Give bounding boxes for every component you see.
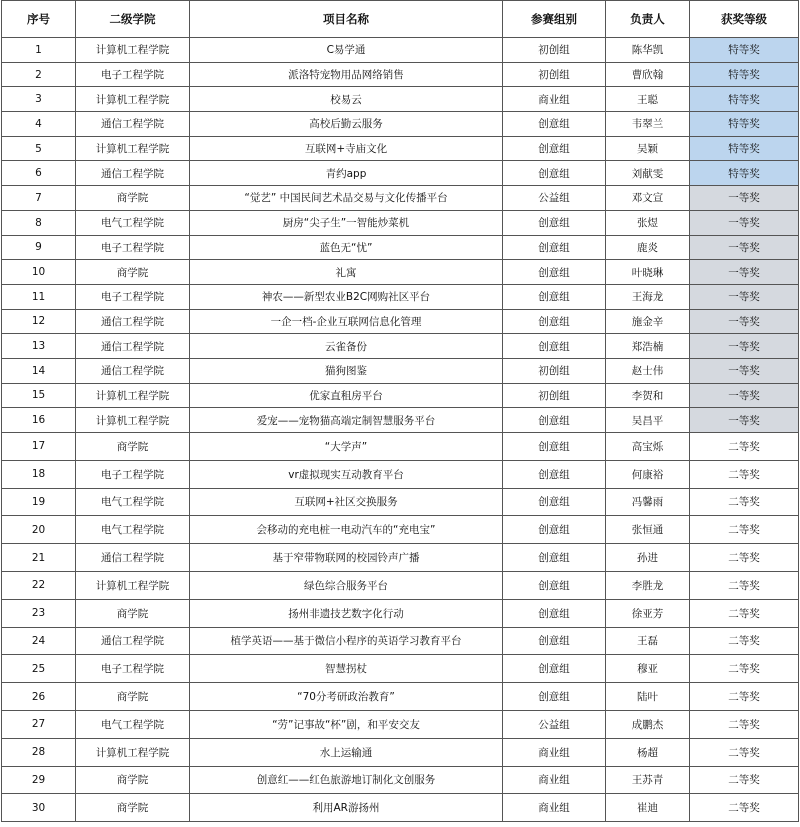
cell-leader: 鹿炎	[606, 235, 690, 260]
cell-college: 商学院	[76, 260, 190, 285]
header-cell-index: 序号	[2, 1, 76, 38]
table-row	[2, 544, 799, 572]
header-cell-project: 项目名称	[190, 1, 503, 38]
cell-leader: 叶晓琳	[606, 260, 690, 285]
cell-leader: 张煜	[606, 210, 690, 235]
cell-group: 初创组	[503, 358, 606, 383]
cell-college: 通信工程学院	[76, 627, 190, 655]
cell-index: 29	[2, 766, 76, 794]
cell-project: 校易云	[190, 87, 503, 112]
table-row	[2, 309, 799, 334]
cell-leader: 郑浩楠	[606, 334, 690, 359]
cell-leader: 邓文宣	[606, 186, 690, 211]
cell-college: 电气工程学院	[76, 210, 190, 235]
cell-project: “大学声”	[190, 433, 503, 461]
table-row	[2, 488, 799, 516]
cell-college: 计算机工程学院	[76, 136, 190, 161]
cell-index: 17	[2, 433, 76, 461]
cell-project: vr虚拟现实互动教育平台	[190, 460, 503, 488]
cell-index: 30	[2, 794, 76, 822]
table-row	[2, 408, 799, 433]
cell-project: 利用AR游扬州	[190, 794, 503, 822]
cell-index: 3	[2, 87, 76, 112]
cell-leader: 王聪	[606, 87, 690, 112]
cell-group: 创意组	[503, 309, 606, 334]
cell-group: 创意组	[503, 599, 606, 627]
cell-index: 12	[2, 309, 76, 334]
cell-index: 8	[2, 210, 76, 235]
cell-project: 扬州非遗技艺数字化行动	[190, 599, 503, 627]
cell-project: 派洛特宠物用品网络销售	[190, 62, 503, 87]
table-row	[2, 683, 799, 711]
cell-award: 一等奖	[690, 309, 799, 334]
cell-college: 电子工程学院	[76, 62, 190, 87]
cell-college: 通信工程学院	[76, 544, 190, 572]
cell-award: 二等奖	[690, 794, 799, 822]
cell-college: 通信工程学院	[76, 161, 190, 186]
cell-index: 16	[2, 408, 76, 433]
cell-project: 一企一档-企业互联网信息化管理	[190, 309, 503, 334]
header-cell-award: 获奖等级	[690, 1, 799, 38]
cell-group: 商业组	[503, 794, 606, 822]
table-row	[2, 161, 799, 186]
cell-group: 创意组	[503, 488, 606, 516]
cell-index: 28	[2, 738, 76, 766]
cell-group: 创意组	[503, 571, 606, 599]
cell-project: 会移动的充电桩一电动汽车的“充电宝”	[190, 516, 503, 544]
cell-leader: 穆亚	[606, 655, 690, 683]
cell-college: 计算机工程学院	[76, 571, 190, 599]
cell-leader: 高宝烁	[606, 433, 690, 461]
cell-project: C易学通	[190, 38, 503, 63]
cell-college: 商学院	[76, 766, 190, 794]
table-row	[2, 210, 799, 235]
cell-group: 创意组	[503, 260, 606, 285]
table-row	[2, 383, 799, 408]
cell-award: 一等奖	[690, 186, 799, 211]
cell-index: 10	[2, 260, 76, 285]
cell-college: 计算机工程学院	[76, 38, 190, 63]
cell-project: “劳”记事故“杯”剧，和平安交友	[190, 710, 503, 738]
header-cell-college: 二级学院	[76, 1, 190, 38]
cell-project: 创意红——红色旅游地订制化文创服务	[190, 766, 503, 794]
cell-project: “70分考研政治教育”	[190, 683, 503, 711]
cell-award: 一等奖	[690, 334, 799, 359]
cell-group: 创意组	[503, 544, 606, 572]
cell-project: 水上运输通	[190, 738, 503, 766]
cell-leader: 吴昌平	[606, 408, 690, 433]
cell-project: 绿色综合服务平台	[190, 571, 503, 599]
cell-project: 高校后勤云服务	[190, 112, 503, 137]
cell-award: 二等奖	[690, 433, 799, 461]
cell-project: 蓝色无“忧”	[190, 235, 503, 260]
cell-index: 6	[2, 161, 76, 186]
cell-group: 商业组	[503, 766, 606, 794]
cell-leader: 孙进	[606, 544, 690, 572]
cell-index: 4	[2, 112, 76, 137]
cell-group: 创意组	[503, 460, 606, 488]
cell-group: 商业组	[503, 87, 606, 112]
cell-award: 二等奖	[690, 544, 799, 572]
cell-leader: 赵士伟	[606, 358, 690, 383]
table-row	[2, 794, 799, 822]
table-row	[2, 38, 799, 63]
cell-project: 云雀备份	[190, 334, 503, 359]
cell-leader: 吴颖	[606, 136, 690, 161]
cell-leader: 王苏青	[606, 766, 690, 794]
cell-index: 27	[2, 710, 76, 738]
cell-index: 7	[2, 186, 76, 211]
cell-project: “觉艺” 中国民间艺术品交易与文化传播平台	[190, 186, 503, 211]
cell-award: 一等奖	[690, 210, 799, 235]
cell-college: 商学院	[76, 794, 190, 822]
cell-college: 通信工程学院	[76, 112, 190, 137]
table-row	[2, 136, 799, 161]
cell-leader: 成鹏杰	[606, 710, 690, 738]
cell-index: 5	[2, 136, 76, 161]
table-row	[2, 284, 799, 309]
cell-project: 互联网+社区交换服务	[190, 488, 503, 516]
cell-award: 特等奖	[690, 112, 799, 137]
cell-group: 创意组	[503, 235, 606, 260]
cell-award: 一等奖	[690, 408, 799, 433]
cell-award: 一等奖	[690, 260, 799, 285]
cell-group: 创意组	[503, 408, 606, 433]
cell-college: 电子工程学院	[76, 235, 190, 260]
cell-group: 创意组	[503, 516, 606, 544]
cell-college: 计算机工程学院	[76, 87, 190, 112]
cell-group: 创意组	[503, 433, 606, 461]
cell-group: 初创组	[503, 62, 606, 87]
cell-leader: 杨超	[606, 738, 690, 766]
cell-project: 礼寓	[190, 260, 503, 285]
cell-award: 特等奖	[690, 87, 799, 112]
cell-college: 电气工程学院	[76, 516, 190, 544]
cell-college: 电子工程学院	[76, 284, 190, 309]
cell-group: 创意组	[503, 627, 606, 655]
cell-group: 初创组	[503, 383, 606, 408]
cell-college: 商学院	[76, 599, 190, 627]
table-row	[2, 460, 799, 488]
cell-college: 计算机工程学院	[76, 408, 190, 433]
cell-college: 商学院	[76, 186, 190, 211]
cell-group: 创意组	[503, 136, 606, 161]
awards-table	[1, 0, 799, 822]
cell-college: 计算机工程学院	[76, 383, 190, 408]
cell-college: 计算机工程学院	[76, 738, 190, 766]
cell-leader: 曹欣翰	[606, 62, 690, 87]
cell-index: 2	[2, 62, 76, 87]
cell-index: 15	[2, 383, 76, 408]
cell-leader: 施金辛	[606, 309, 690, 334]
cell-college: 电气工程学院	[76, 488, 190, 516]
table-row	[2, 571, 799, 599]
cell-group: 公益组	[503, 186, 606, 211]
cell-award: 特等奖	[690, 38, 799, 63]
cell-index: 18	[2, 460, 76, 488]
cell-leader: 韦翠兰	[606, 112, 690, 137]
header-cell-leader: 负责人	[606, 1, 690, 38]
cell-award: 二等奖	[690, 599, 799, 627]
cell-leader: 王海龙	[606, 284, 690, 309]
table-row	[2, 334, 799, 359]
cell-index: 24	[2, 627, 76, 655]
cell-project: 互联网+寺庙文化	[190, 136, 503, 161]
cell-college: 电子工程学院	[76, 655, 190, 683]
cell-leader: 陈华凯	[606, 38, 690, 63]
cell-group: 创意组	[503, 284, 606, 309]
cell-index: 19	[2, 488, 76, 516]
cell-award: 二等奖	[690, 738, 799, 766]
table-row	[2, 112, 799, 137]
cell-group: 创意组	[503, 334, 606, 359]
cell-college: 商学院	[76, 683, 190, 711]
cell-index: 21	[2, 544, 76, 572]
cell-group: 创意组	[503, 655, 606, 683]
cell-leader: 崔迪	[606, 794, 690, 822]
table-row	[2, 87, 799, 112]
cell-group: 创意组	[503, 683, 606, 711]
cell-award: 二等奖	[690, 460, 799, 488]
cell-leader: 李贺和	[606, 383, 690, 408]
cell-award: 二等奖	[690, 627, 799, 655]
cell-project: 青约app	[190, 161, 503, 186]
cell-leader: 冯馨雨	[606, 488, 690, 516]
cell-index: 25	[2, 655, 76, 683]
cell-award: 特等奖	[690, 62, 799, 87]
cell-college: 电气工程学院	[76, 710, 190, 738]
cell-leader: 李胜龙	[606, 571, 690, 599]
cell-leader: 张恒通	[606, 516, 690, 544]
cell-leader: 何康裕	[606, 460, 690, 488]
cell-college: 通信工程学院	[76, 334, 190, 359]
cell-index: 1	[2, 38, 76, 63]
cell-leader: 王磊	[606, 627, 690, 655]
table-row	[2, 738, 799, 766]
cell-index: 22	[2, 571, 76, 599]
cell-index: 20	[2, 516, 76, 544]
cell-project: 植学英语——基于微信小程序的英语学习教育平台	[190, 627, 503, 655]
cell-award: 特等奖	[690, 136, 799, 161]
cell-project: 智慧拐杖	[190, 655, 503, 683]
table-row	[2, 627, 799, 655]
table-row	[2, 260, 799, 285]
header-cell-group: 参赛组别	[503, 1, 606, 38]
cell-award: 二等奖	[690, 488, 799, 516]
cell-award: 二等奖	[690, 655, 799, 683]
cell-index: 11	[2, 284, 76, 309]
cell-group: 初创组	[503, 38, 606, 63]
cell-award: 一等奖	[690, 383, 799, 408]
cell-project: 猫狗图鉴	[190, 358, 503, 383]
table-row	[2, 433, 799, 461]
table-row	[2, 766, 799, 794]
cell-award: 一等奖	[690, 235, 799, 260]
cell-leader: 陆叶	[606, 683, 690, 711]
table-row	[2, 516, 799, 544]
cell-college: 商学院	[76, 433, 190, 461]
cell-award: 二等奖	[690, 571, 799, 599]
cell-project: 基于窄带物联网的校园铃声广播	[190, 544, 503, 572]
cell-index: 14	[2, 358, 76, 383]
cell-group: 创意组	[503, 112, 606, 137]
table-row	[2, 599, 799, 627]
cell-award: 二等奖	[690, 516, 799, 544]
table-row	[2, 186, 799, 211]
cell-group: 创意组	[503, 161, 606, 186]
cell-award: 一等奖	[690, 358, 799, 383]
cell-project: 优家直租房平台	[190, 383, 503, 408]
cell-award: 二等奖	[690, 683, 799, 711]
cell-college: 电子工程学院	[76, 460, 190, 488]
cell-college: 通信工程学院	[76, 309, 190, 334]
cell-project: 厨房“尖子生”一智能炒菜机	[190, 210, 503, 235]
cell-group: 商业组	[503, 738, 606, 766]
table-row	[2, 358, 799, 383]
cell-project: 神农——新型农业B2C网购社区平台	[190, 284, 503, 309]
cell-project: 爱宠——宠物猫高端定制智慧服务平台	[190, 408, 503, 433]
cell-award: 一等奖	[690, 284, 799, 309]
cell-index: 13	[2, 334, 76, 359]
table-row	[2, 655, 799, 683]
table-row	[2, 62, 799, 87]
cell-group: 公益组	[503, 710, 606, 738]
cell-index: 23	[2, 599, 76, 627]
header-row	[2, 1, 799, 38]
cell-leader: 徐亚芳	[606, 599, 690, 627]
table-row	[2, 710, 799, 738]
cell-leader: 刘献雯	[606, 161, 690, 186]
cell-college: 通信工程学院	[76, 358, 190, 383]
cell-award: 二等奖	[690, 710, 799, 738]
cell-index: 9	[2, 235, 76, 260]
cell-group: 创意组	[503, 210, 606, 235]
table-row	[2, 235, 799, 260]
cell-index: 26	[2, 683, 76, 711]
cell-award: 特等奖	[690, 161, 799, 186]
cell-award: 二等奖	[690, 766, 799, 794]
